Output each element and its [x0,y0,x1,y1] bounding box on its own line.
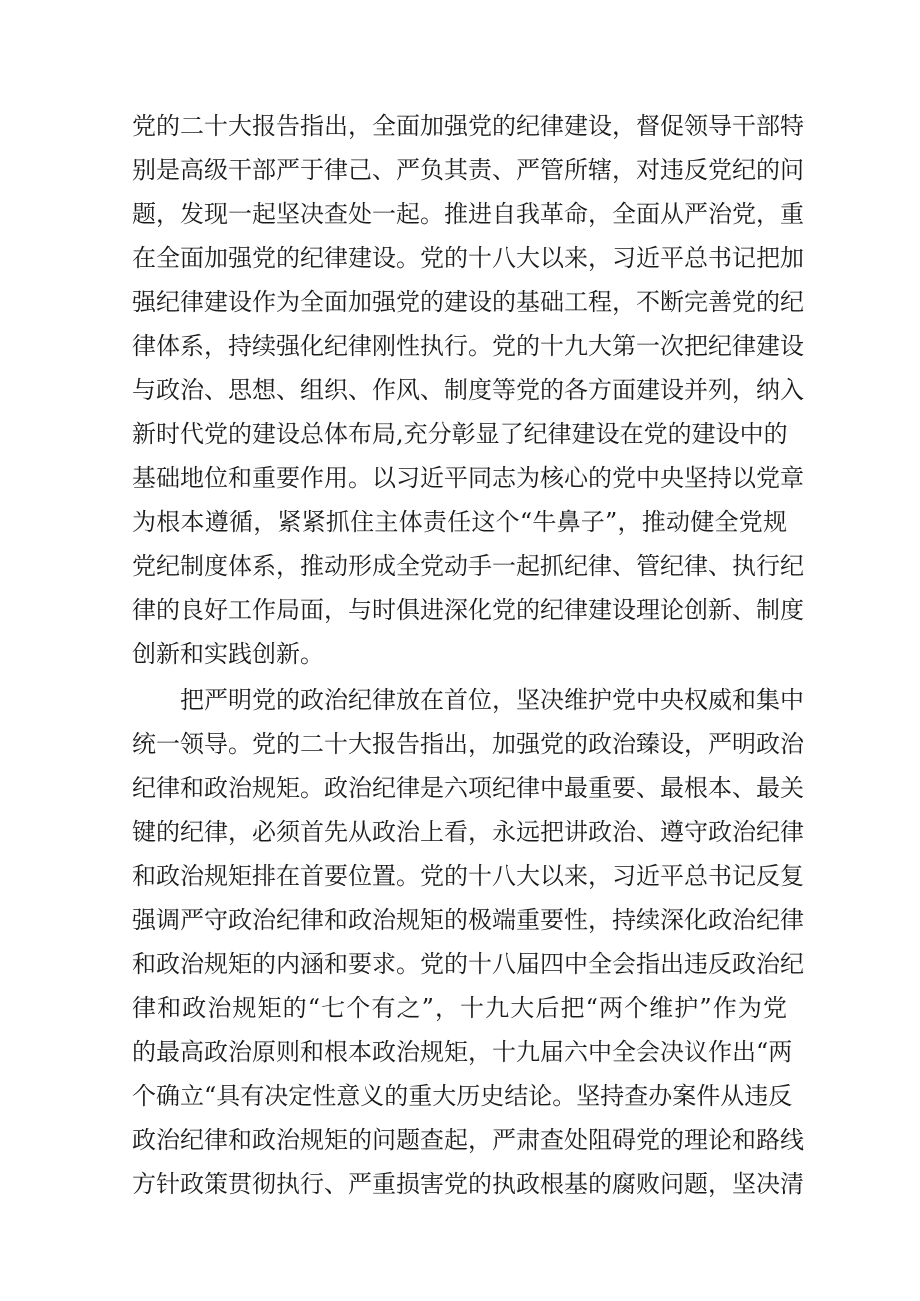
text-line: 律的良好工作局面，与时俱进深化党的纪律建设理论创新、制度 [132,596,804,624]
text-line: 律和政治规矩的“七个有之”，十九大后把“两个维护”作为党 [132,994,787,1022]
text-line: 律体系，持续强化纪律刚性执行。党的十九大第一次把纪律建设 [132,332,804,360]
text-line: 和政治规矩的内涵和要求。党的十八届四中全会指出违反政治纪 [132,950,804,978]
text-line: 党的二十大报告指出，全面加强党的纪律建设，督促领导干部特 [132,112,804,140]
text-line: 别是高级干部严于律己、严负其责、严管所辖，对违反党纪的问 [132,156,804,184]
text-line: 党纪制度体系，推动形成全党动手一起抓纪律、管纪律、执行纪 [132,552,804,580]
text-line: 在全面加强党的纪律建设。党的十八大以来，习近平总书记把加 [132,244,804,272]
text-line: 政治纪律和政治规矩的问题查起，严肃查处阻碍党的理论和路线 [132,1126,804,1154]
text-line: 与政治、思想、组织、作风、制度等党的各方面建设并列，纳入 [132,376,804,404]
text-line: 强纪律建设作为全面加强党的建设的基础工程，不断完善党的纪 [132,288,804,316]
text-line: 键的纪律，必须首先从政治上看，永远把讲政治、遵守政治纪律 [132,818,804,846]
text-line: 方针政策贯彻执行、严重损害党的执政根基的腐败问题，坚决清 [132,1170,804,1198]
text-line: 新时代党的建设总体布局,充分彰显了纪律建设在党的建设中的 [132,420,788,448]
text-line: 个确立“具有决定性意义的重大历史结论。坚持查办案件从违反 [132,1082,793,1110]
text-line: 强调严守政治纪律和政治规矩的极端重要性，持续深化政治纪律 [132,906,804,934]
text-line: 为根本遵循，紧紧抓住主体责任这个“牛鼻子”，推动健全党规 [132,508,787,536]
text-line: 的最高政治原则和根本政治规矩，十九届六中全会决议作出“两 [132,1038,793,1066]
text-line: 把严明党的政治纪律放在首位，坚决维护党中央权威和集中 [180,686,804,714]
text-line: 基础地位和重要作用。以习近平同志为核心的党中央坚持以党章 [132,464,804,492]
text-line: 纪律和政治规矩。政治纪律是六项纪律中最重要、最根本、最关 [132,774,804,802]
text-line: 题，发现一起坚决查处一起。推进自我革命，全面从严治党，重 [132,200,804,228]
text-line: 和政治规矩排在首要位置。党的十八大以来，习近平总书记反复 [132,862,804,890]
text-line: 统一领导。党的二十大报告指出，加强党的政治臻设，严明政治 [132,730,804,758]
text-line: 创新和实践创新。 [132,640,324,668]
